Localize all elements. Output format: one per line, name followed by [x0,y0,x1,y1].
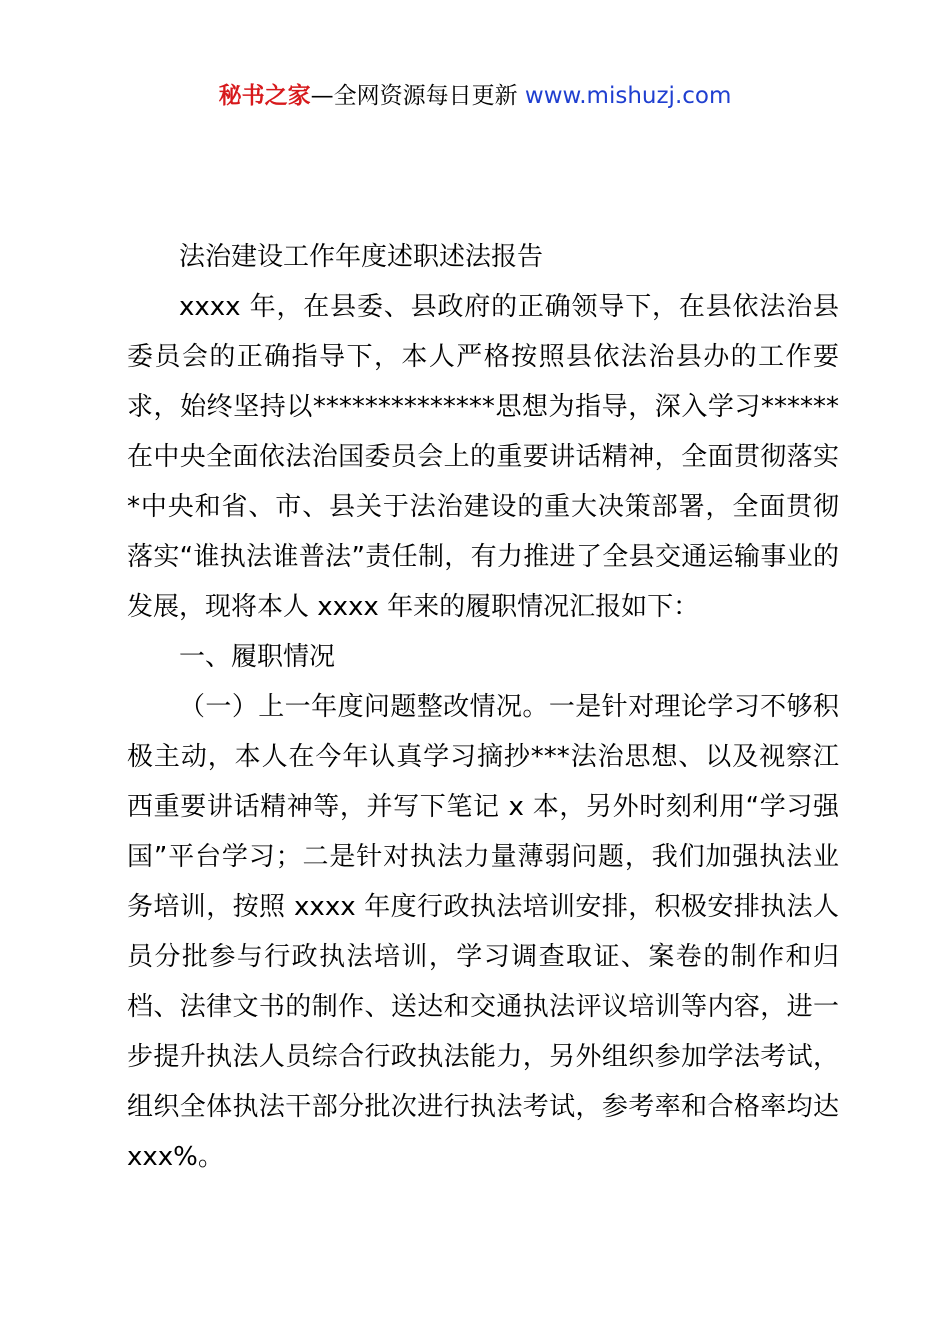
site-tagline: —全网资源每日更新 [310,83,525,109]
section-paragraph: （一）上一年度问题整改情况。一是针对理论学习不够积极主动，本人在今年认真学习摘抄***法治思想、以及视察江西重要讲话精神等，并写下笔记 x 本，另外时刻利用“学习强国”平台学习；二是针对执法力量薄弱问题，我们加强执法业务培训，按照 xxxx 年度行政执法培训安排，积极安排执法人员分批参与行政执法培训，学习调查取证、案卷的制作和归档、法律文书的制作、送达和交通执法评议培训等内容，进一步提升执法人员综合行政执法能力，另外组织参加学法考试，组织全体执法干部分批次进行执法考试，参考率和合格率均达 xxx%。 [127,692,839,1172]
site-header [0,78,950,114]
document-title: 法治建设工作年度述职述法报告 [179,242,544,272]
section-heading: 一、履职情况 [179,642,336,672]
document-body [127,232,839,1182]
intro-paragraph: xxxx 年，在县委、县政府的正确领导下，在县依法治县委员会的正确指导下，本人严格按照县依法治县办的工作要求，始终坚持以**************思想为指导，深入学习******在中央全面依法治国委员会上的重要讲话精神，全面贯彻落实*中央和省、市、县关于法治建设的重大决策部署，全面贯彻落实“谁执法谁普法”责任制，有力推进了全县交通运输事业的发展，现将本人 xxxx 年来的履职情况汇报如下： [127,292,839,622]
site-url-link[interactable]: www.mishuzj.com [524,83,732,109]
site-brand: 秘书之家 [218,83,311,109]
